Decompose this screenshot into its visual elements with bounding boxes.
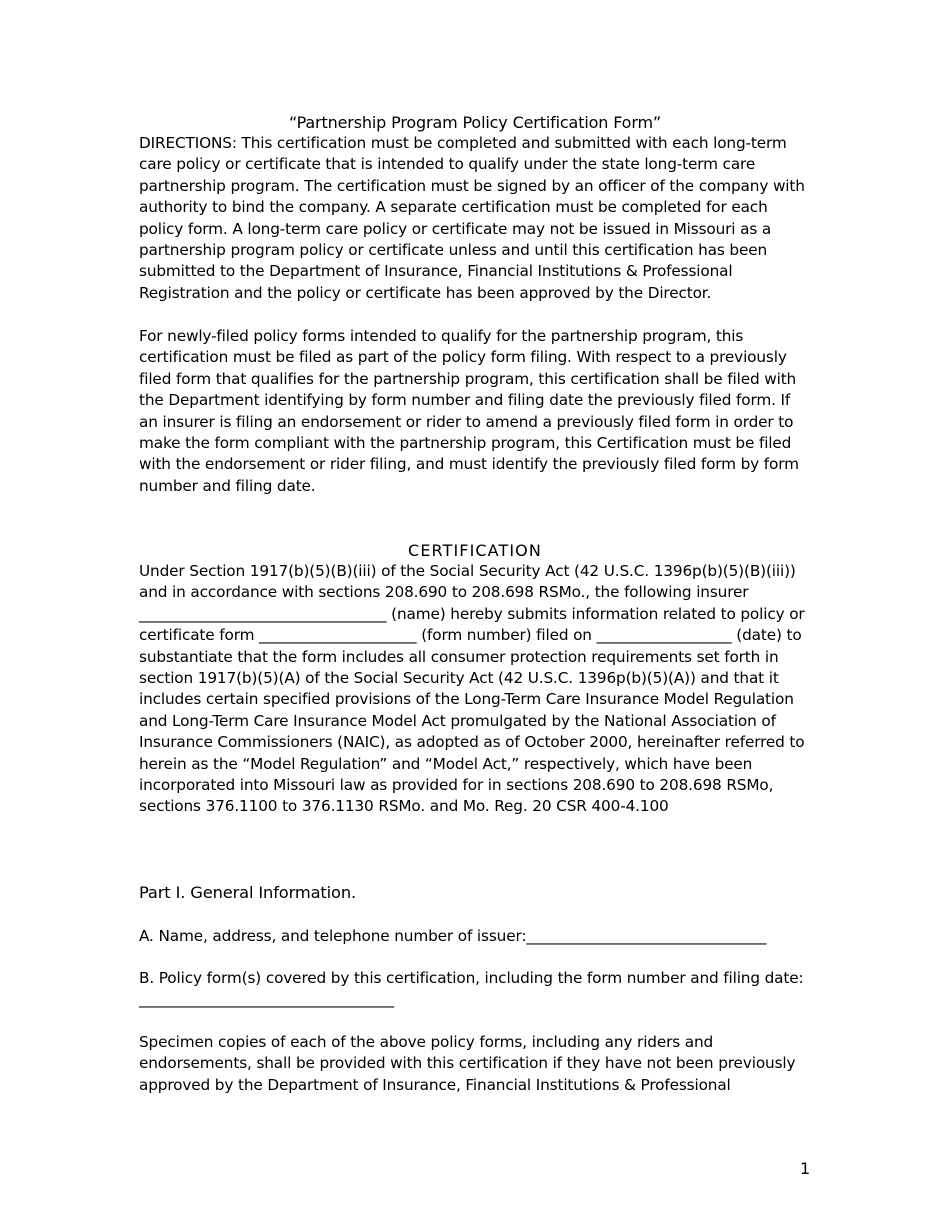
directions-paragraph — [139, 133, 811, 304]
page-number: 1 — [799, 1159, 810, 1178]
specimen-paragraph — [139, 1032, 811, 1096]
certification-paragraph — [139, 561, 811, 818]
item-b-policy-forms — [139, 968, 811, 1011]
form-title-text: “Partnership Program Policy Certification Form” — [288, 113, 662, 132]
part-1-heading-text: Part I. General Information. — [139, 883, 357, 902]
item-b-text: B. Policy form(s) covered by this certification, including the form number and filing date: __________________________________ — [139, 969, 804, 1009]
item-a-text: A. Name, address, and telephone number of issuer:________________________________ — [139, 927, 767, 945]
newly-filed-paragraph — [139, 326, 811, 497]
part-1-heading — [139, 882, 811, 903]
certification-heading — [139, 540, 811, 561]
certification-text: Under Section 1917(b)(5)(B)(iii) of the Social Security Act (42 U.S.C. 1396p(b)(5)(B)(iii)) and in accordance with sections 208.690 to 208.698 RSMo., the following insurer _________________________________ (name) hereby submits information related to policy or certificate form _____________________ (form number) filed on __________________ (date) to substantiate that the form includes all consumer protection requirements set forth in section 1917(b)(5)(A) of the Social Security Act (42 U.S.C. 1396p(b)(5)(A)) and that it includes certain specified provisions of the Long-Term Care Insurance Model Regulation and Long-Term Care Insurance Model Act promulgated by the National Association of Insurance Commissioners (NAIC), as adopted as of October 2000, hereinafter referred to herein as the “Model Regulation” and “Model Act,” respectively, which have been incorporated into Missouri law as provided for in sections 208.690 to 208.698 RSMo, sections 376.1100 to 376.1130 RSMo. and Mo. Reg. 20 CSR 400-4.100 — [139, 562, 805, 816]
newly-filed-text: For newly-filed policy forms intended to qualify for the partnership program, this certification must be filed as part of the policy form filing. With respect to a previously filed form that qualifies for the partnership program, this certification shall be filed with the Department identifying by form number and filing date the previously filed form. If an insurer is filing an endorsement or rider to amend a previously filed form in order to make the form compliant with the partnership program, this Certification must be filed with the endorsement or rider filing, and must identify the previously filed form by form number and filing date. — [139, 327, 799, 495]
form-title — [139, 112, 811, 133]
directions-text: DIRECTIONS: This certification must be completed and submitted with each long-term care policy or certificate that is intended to qualify under the state long-term care partnership program. The certification must be signed by an officer of the company with authority to bind the company. A separate certification must be completed for each policy form. A long-term care policy or certificate may not be issued in Missouri as a partnership program policy or certificate unless and until this certification has been submitted to the Department of Insurance, Financial Institutions & Professional Registration and the policy or certificate has been approved by the Director. — [139, 134, 805, 302]
item-a-issuer — [139, 926, 811, 947]
certification-heading-text: CERTIFICATION — [408, 541, 542, 560]
specimen-text: Specimen copies of each of the above policy forms, including any riders and endorsements, shall be provided with this certification if they have not been previously approved by the Department of Insurance, Financial Institutions & Professional — [139, 1033, 796, 1094]
